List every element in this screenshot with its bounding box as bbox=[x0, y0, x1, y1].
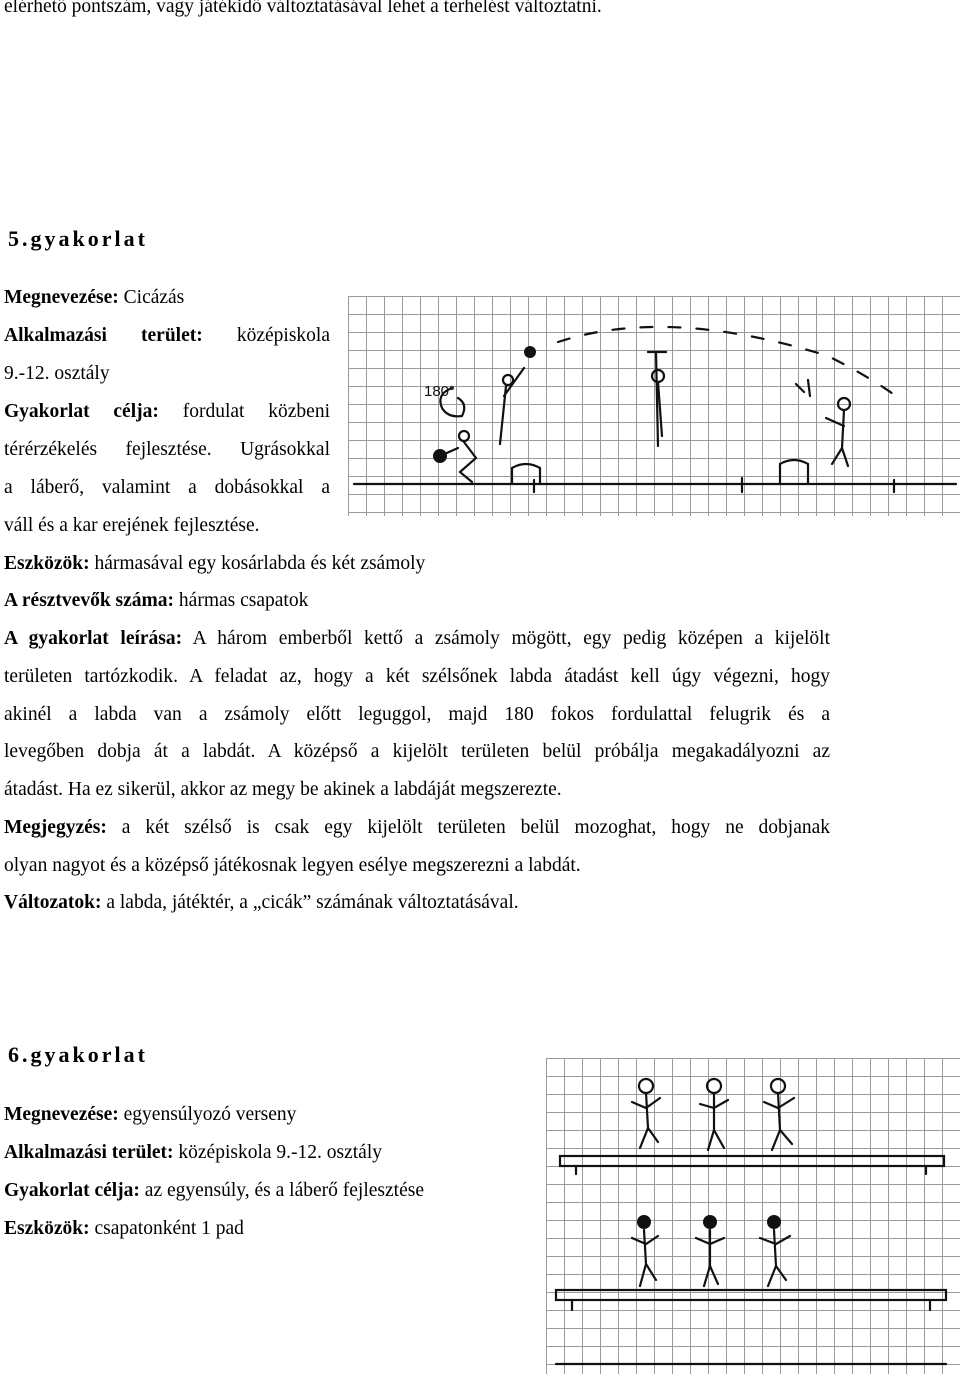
ex5-goal-label: Gyakorlat célja: bbox=[4, 401, 159, 422]
ex5-drawing-svg bbox=[348, 296, 960, 516]
ex5-variations-row bbox=[4, 884, 519, 922]
ex5-drawing-label: 180° bbox=[424, 383, 456, 400]
ex5-area-row bbox=[4, 317, 330, 355]
top-line: elérhető pontszám, vagy játékidő változtatásával lehet a terhelést változtatni. bbox=[4, 0, 602, 17]
ex5-desc-5: átadást. Ha ez sikerül, akkor az megy be akinek a labdáját megszerezte. bbox=[4, 779, 562, 800]
ex5-area-label: Alkalmazási terület: bbox=[4, 325, 203, 346]
ex5-goal-3: a láberő, valamint a dobásokkal a bbox=[4, 477, 330, 498]
ex5-participants-label: A résztvevők száma: bbox=[4, 590, 175, 611]
ex6-tools-label: Eszközök: bbox=[4, 1218, 90, 1239]
ex5-tools: hármasával egy kosárlabda és két zsámoly bbox=[94, 553, 426, 574]
ex6-goal: az egyensúly, és a láberő fejlesztése bbox=[144, 1180, 424, 1201]
ex5-desc-1: A három emberből kettő a zsámoly mögött, egy pedig középen a kijelölt bbox=[192, 628, 830, 649]
exercise-5-heading: 5.gyakorlat bbox=[8, 226, 148, 251]
ex6-goal-row bbox=[4, 1172, 424, 1210]
ex6-goal-label: Gyakorlat célja: bbox=[4, 1180, 140, 1201]
ex5-area: középiskola bbox=[236, 325, 330, 346]
ex5-name: Cicázás bbox=[123, 287, 185, 308]
ex6-name: egyensúlyozó verseny bbox=[123, 1104, 297, 1125]
ex5-area-cont: 9.-12. osztály bbox=[4, 363, 110, 384]
ex5-participants: hármas csapatok bbox=[178, 590, 309, 611]
ex5-tools-row bbox=[4, 545, 425, 583]
ex5-desc-row bbox=[4, 620, 830, 658]
ex6-drawing bbox=[546, 1058, 960, 1374]
ex5-desc-label: A gyakorlat leírása: bbox=[4, 628, 183, 649]
ex5-note-row bbox=[4, 809, 830, 847]
ex6-area: középiskola 9.-12. osztály bbox=[178, 1142, 383, 1163]
ex6-drawing-svg bbox=[546, 1058, 960, 1374]
ex5-goal-row bbox=[4, 393, 330, 431]
ex5-desc-4: levegőben dobja át a labdát. A középső a kijelölt területen belül próbálja megakadályozni az bbox=[4, 741, 830, 762]
ex5-note-2: olyan nagyot és a középső játékosnak legyen esélye megszerezni a labdát. bbox=[4, 855, 581, 876]
ex6-name-label: Megnevezése: bbox=[4, 1104, 119, 1125]
ex6-tools: csapatonként 1 pad bbox=[94, 1218, 244, 1239]
ex6-area-row bbox=[4, 1134, 382, 1172]
ex5-note-label: Megjegyzés: bbox=[4, 817, 107, 838]
ex5-name-row bbox=[4, 279, 184, 317]
ex5-desc-3: akinél a labda van a zsámoly előtt leguggol, majd 180 fokos fordulattal felugrik és a bbox=[4, 704, 830, 725]
ex5-tools-label: Eszközök: bbox=[4, 553, 90, 574]
ex6-tools-row bbox=[4, 1210, 244, 1248]
ex5-name-label: Megnevezése: bbox=[4, 287, 119, 308]
ex5-goal-1: fordulat közbeni bbox=[182, 401, 330, 422]
ex5-note-1: a két szélső is csak egy kijelölt területen belül mozoghat, hogy ne dobjanak bbox=[121, 817, 831, 838]
ex5-goal-2: térérzékelés fejlesztése. Ugrásokkal bbox=[4, 439, 330, 460]
ex6-area-label: Alkalmazási terület: bbox=[4, 1142, 174, 1163]
ex5-drawing bbox=[348, 296, 960, 516]
ex5-variations-label: Változatok: bbox=[4, 892, 102, 913]
ex6-name-row bbox=[4, 1096, 296, 1134]
exercise-6-heading: 6.gyakorlat bbox=[8, 1042, 148, 1067]
ex5-variations: a labda, játéktér, a „cicák” számának változtatásával. bbox=[106, 892, 519, 913]
ex5-desc-2: területen tartózkodik. A feladat az, hogy a két szélsőnek labda átadást kell úgy végezni, hogy bbox=[4, 666, 830, 687]
ex5-participants-row bbox=[4, 582, 308, 620]
ex5-goal-4: váll és a kar erejének fejlesztése. bbox=[4, 515, 260, 536]
